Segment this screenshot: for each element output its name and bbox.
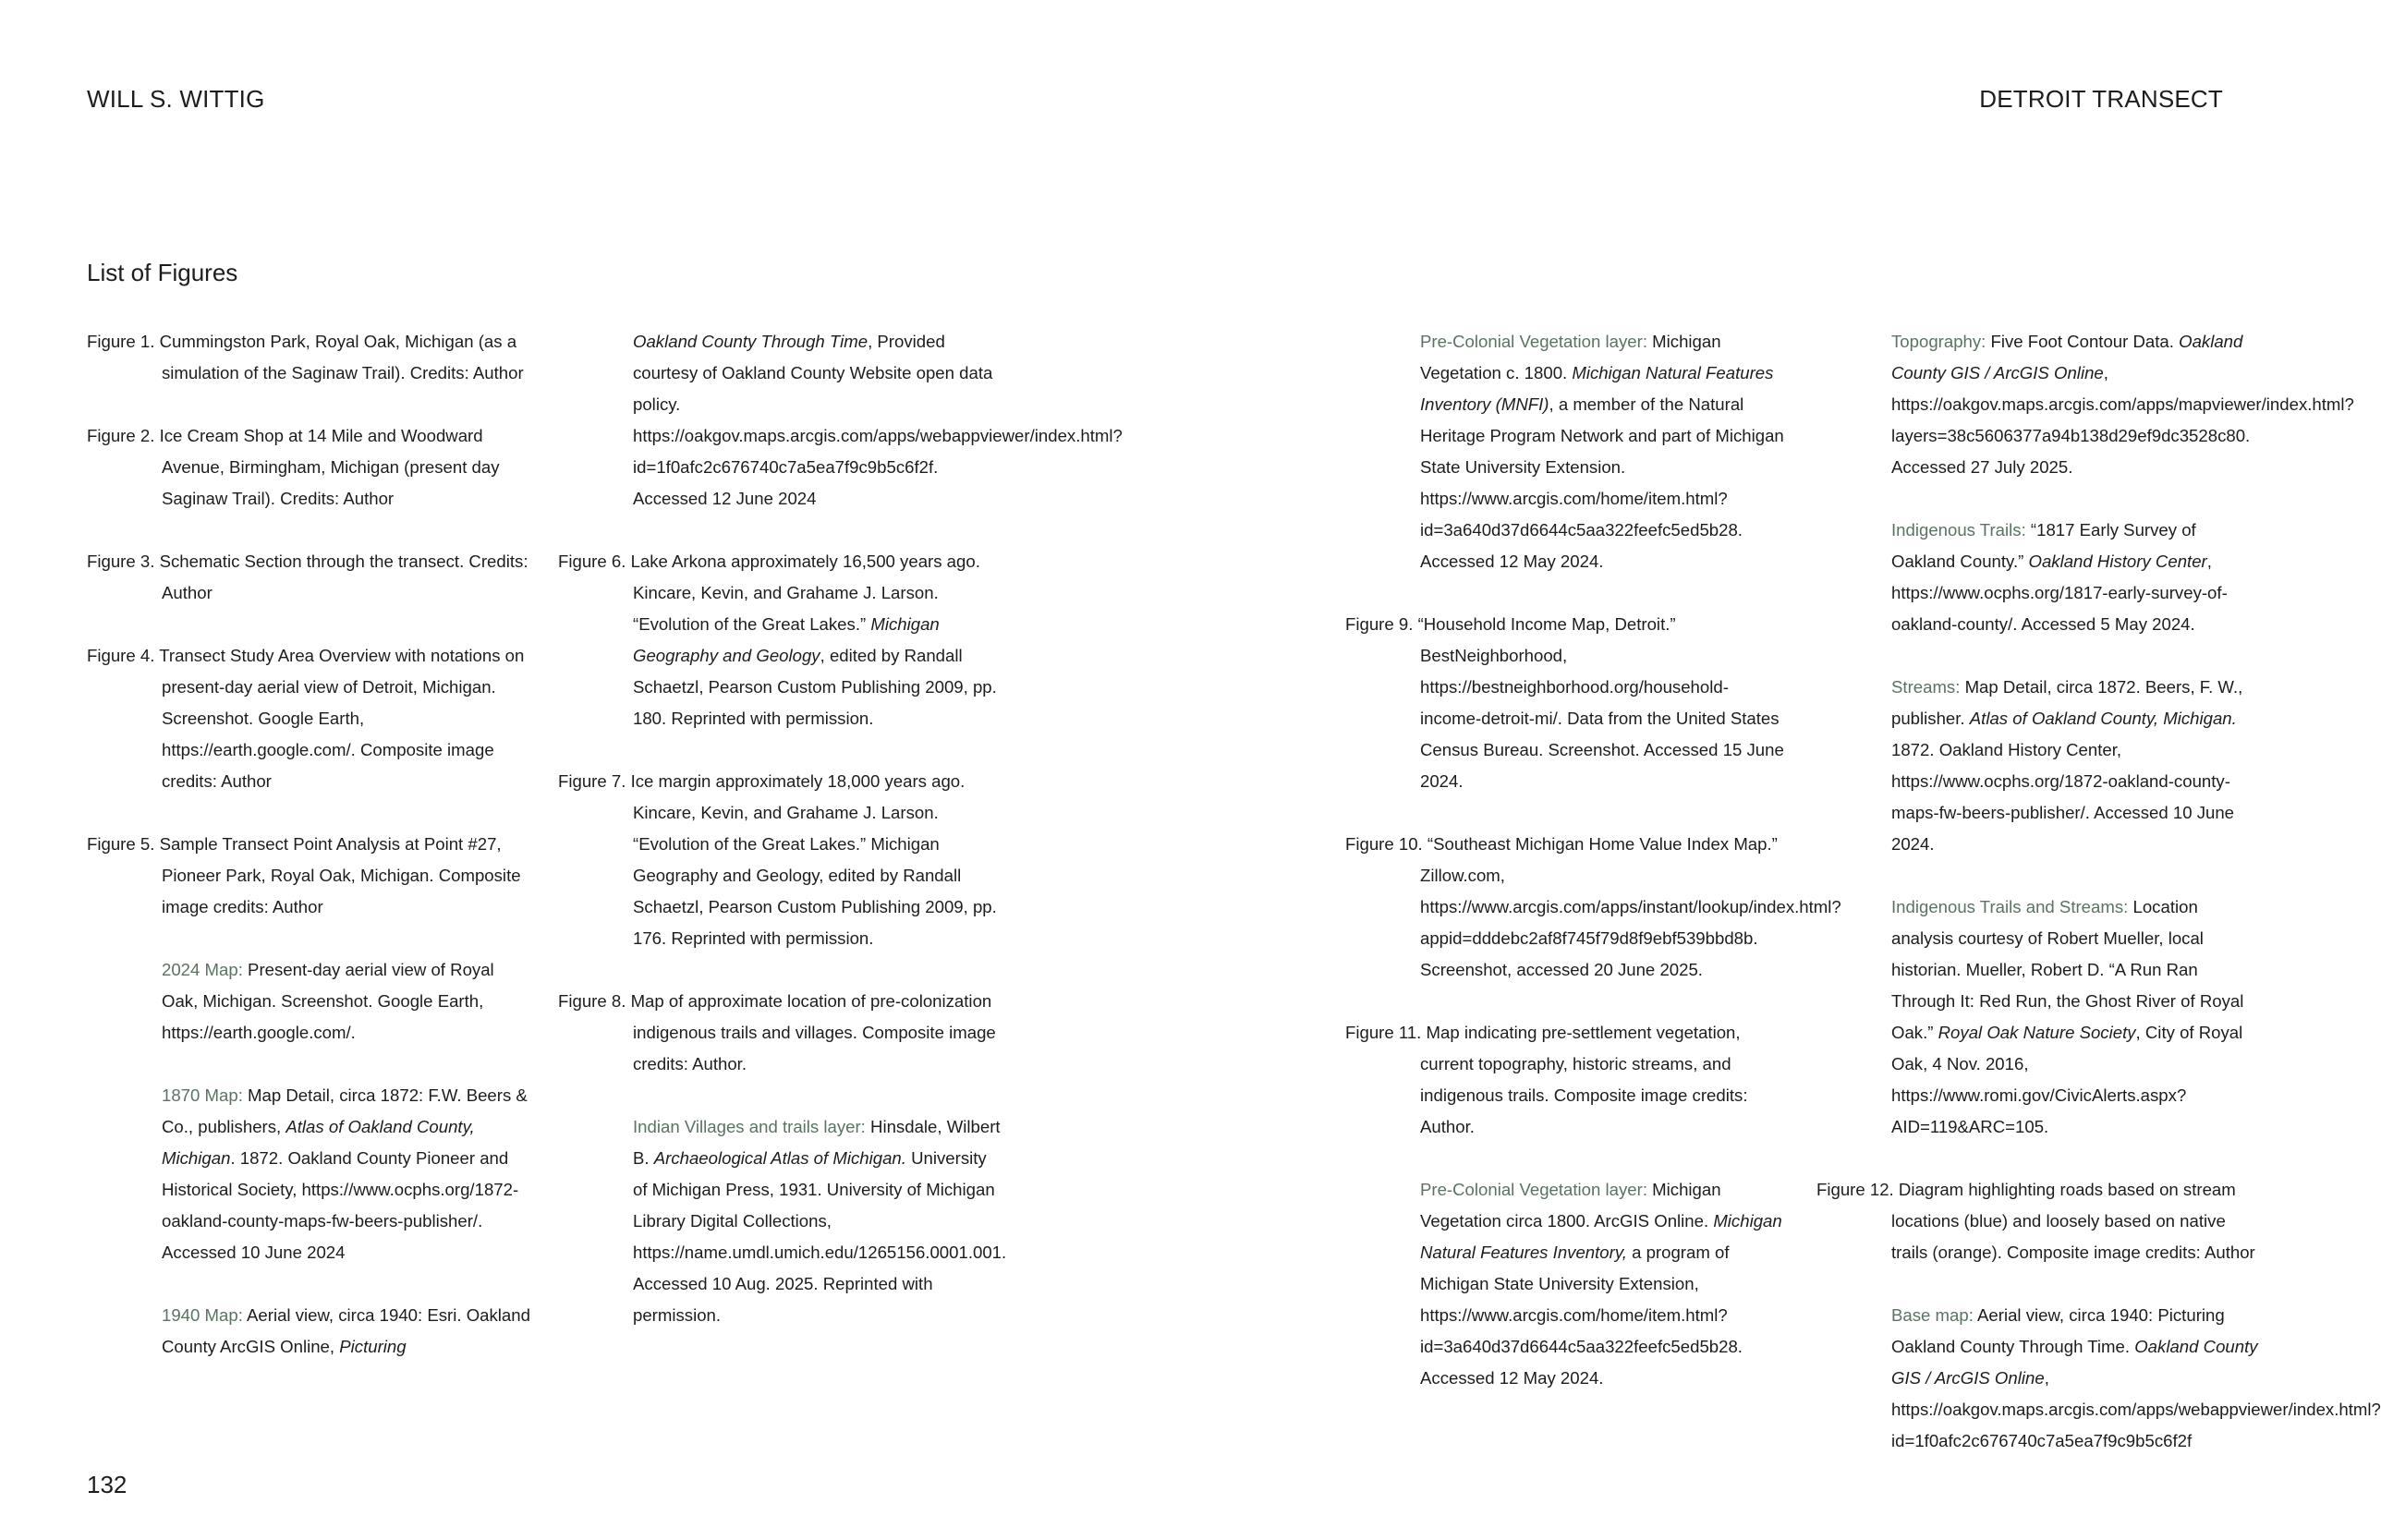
source-italic-title: Atlas of Oakland County, Michigan (162, 1117, 475, 1168)
figure-label: Figure 9. (1345, 614, 1414, 634)
source-1940-map-continued (558, 326, 1123, 515)
source-label: Indian Villages and trails layer: (633, 1117, 866, 1136)
section-title: List of Figures (87, 259, 238, 286)
source-indian-villages-layer (558, 1111, 1007, 1331)
source-text: Map Detail, circa 1872. Beers, F. W., publisher. (1891, 677, 2243, 728)
figure-caption-rest: , edited by Randall Schaetzl, Pearson Custom Publishing 2009, pp. 180. Reprinted with permission. (633, 646, 997, 728)
figure-caption: Ice margin approximately 18,000 years ago. Kincare, Kevin, and Grahame J. Larson. “Evolution of the Great Lakes.” Michigan Geography and Geology, edited by Randall Schaetzl, Pearson Custom Publishing 2009, pp. 176. Reprinted with permission. (630, 771, 997, 948)
figure-label: Figure 11. (1345, 1023, 1422, 1042)
source-label: Indigenous Trails: (1891, 520, 2026, 540)
figure-list-column-1 (87, 326, 530, 1394)
source-indigenous-trails (1816, 515, 2260, 640)
figure-label: Figure 7. (558, 771, 626, 791)
figure-list-column-2 (558, 326, 1123, 1363)
source-2024-map (87, 954, 530, 1049)
source-italic-title: Michigan Natural Features Inventory, (1420, 1211, 1782, 1262)
figure-entry-11 (1345, 1017, 1789, 1143)
source-text: Five Foot Contour Data. (1986, 332, 2180, 351)
running-header-title: DETROIT TRANSECT (1979, 85, 2223, 113)
source-text-rest: , https://www.ocphs.org/1817-early-survey-of-oakland-county/. Accessed 5 May 2024. (1891, 552, 2228, 634)
running-header-author: WILL S. WITTIG (87, 85, 265, 113)
figure-entry-5 (87, 829, 530, 923)
figure-label: Figure 5. (87, 834, 155, 854)
source-label: 1940 Map: (162, 1305, 243, 1325)
figure-entry-7 (558, 766, 1002, 954)
source-italic-title: Oakland County GIS / ArcGIS Online (1891, 332, 2243, 382)
figure-caption: Transect Study Area Overview with notations on present-day aerial view of Detroit, Michigan. Screenshot. Google Earth, https://earth.google.com/. Composite image credits: Author (159, 646, 525, 791)
figure-entry-3 (87, 546, 530, 609)
figure-caption: Lake Arkona approximately 16,500 years ago. Kincare, Kevin, and Grahame J. Larson. “Evolution of the Great Lakes.” (630, 552, 980, 634)
figure-caption: Map indicating pre-settlement vegetation, current topography, historic streams, and indigenous trails. Composite image credits: Author. (1420, 1023, 1748, 1136)
figure-caption: Sample Transect Point Analysis at Point #27, Pioneer Park, Royal Oak, Michigan. Composite image credits: Author (159, 834, 521, 916)
figure-entry-12 (1816, 1174, 2260, 1268)
source-topography (1816, 326, 2354, 483)
source-text-rest: , https://oakgov.maps.arcgis.com/apps/webappviewer/index.html?id=1f0afc2c676740c7a5ea7f9c9b5c6f2f (1891, 1368, 2381, 1450)
figure-caption: “Southeast Michigan Home Value Index Map.” Zillow.com, https://www.arcgis.com/apps/instant/lookup/index.html?appid=dddebc2af8f745f79d8f9ebf539bbd8b. Screenshot, accessed 20 June 2025. (1420, 834, 1841, 979)
source-base-map (1816, 1300, 2381, 1457)
source-italic-title: Oakland History Center (2028, 552, 2207, 571)
source-text: “1817 Early Survey of Oakland County.” (1891, 520, 2196, 571)
source-italic-title: Oakland County GIS / ArcGIS Online (1891, 1337, 2258, 1388)
source-pre-colonial-vegetation-2 (1345, 1174, 1789, 1394)
figure-entry-6 (558, 546, 1002, 734)
source-text-rest: . 1872. Oakland County Pioneer and Historical Society, https://www.ocphs.org/1872-oakland-county-maps-fw-beers-publisher/. Accessed 10 June 2024 (162, 1148, 519, 1262)
source-label: 2024 Map: (162, 960, 243, 979)
figure-label: Figure 1. (87, 332, 155, 351)
figure-entry-10 (1345, 829, 1841, 986)
source-italic-title: Royal Oak Nature Society (1938, 1023, 2136, 1042)
figure-caption: Ice Cream Shop at 14 Mile and Woodward Avenue, Birmingham, Michigan (present day Saginaw Trail). Credits: Author (159, 426, 500, 508)
figure-label: Figure 3. (87, 552, 155, 571)
figure-entry-9 (1345, 609, 1789, 797)
source-label: Pre-Colonial Vegetation layer: (1420, 1180, 1647, 1199)
source-italic-title: Michigan Natural Features Inventory (MNFI) (1420, 363, 1774, 414)
source-indigenous-trails-and-streams (1816, 891, 2260, 1143)
source-1940-map (87, 1300, 530, 1363)
source-text-rest: 1872. Oakland History Center, https://www.ocphs.org/1872-oakland-county-maps-fw-beers-publisher/. Accessed 10 June 2024. (1891, 740, 2235, 854)
figure-entry-4 (87, 640, 530, 797)
source-text-rest: , City of Royal Oak, 4 Nov. 2016, https://www.romi.gov/CivicAlerts.aspx?AID=119&ARC=105. (1891, 1023, 2243, 1136)
source-text: Michigan Vegetation c. 1800. (1420, 332, 1721, 382)
source-text-rest: a program of Michigan State University Extension, https://www.arcgis.com/home/item.html?id=3a640d37d6644c5aa322feefc5ed5b28. Accessed 12 May 2024. (1420, 1243, 1743, 1388)
source-streams (1816, 672, 2260, 860)
source-text: , Provided courtesy of Oakland County Website open data policy. https://oakgov.maps.arcgis.com/apps/webappviewer/index.html?id=1f0afc2c676740c7a5ea7f9c9b5c6f2f. Accessed 12 June 2024 (633, 332, 1123, 508)
figure-label: Figure 2. (87, 426, 155, 445)
source-text: Aerial view, circa 1940: Picturing Oakland County Through Time. (1891, 1305, 2225, 1356)
figure-caption: Map of approximate location of pre-colonization indigenous trails and villages. Composite image credits: Author. (630, 991, 996, 1073)
figure-label: Figure 8. (558, 991, 626, 1011)
source-text: Present-day aerial view of Royal Oak, Michigan. Screenshot. Google Earth, https://earth.google.com/. (162, 960, 494, 1042)
source-label: Topography: (1891, 332, 1986, 351)
source-text: Michigan Vegetation circa 1800. ArcGIS Online. (1420, 1180, 1721, 1231)
figure-entry-1 (87, 326, 530, 389)
source-1870-map (87, 1080, 530, 1268)
source-text-rest: University of Michigan Press, 1931. University of Michigan Library Digital Collections, https://name.umdl.umich.edu/1265156.0001.001. Accessed 10 Aug. 2025. Reprinted with permission. (633, 1148, 1007, 1325)
figure-caption: Diagram highlighting roads based on stream locations (blue) and loosely based on native trails (orange). Composite image credits: Author (1891, 1180, 2255, 1262)
source-label: Pre-Colonial Vegetation layer: (1420, 332, 1647, 351)
figure-entry-2 (87, 420, 530, 515)
figure-list-column-3 (1345, 326, 1841, 1425)
source-italic-title: Atlas of Oakland County, Michigan. (1969, 709, 2237, 728)
source-text: Location analysis courtesy of Robert Mueller, local historian. Mueller, Robert D. “A Run Ran Through It: Red Run, the Ghost River of Royal Oak.” (1891, 897, 2244, 1042)
figure-label: Figure 6. (558, 552, 626, 571)
source-pre-colonial-vegetation-1 (1345, 326, 1789, 577)
source-label: Base map: (1891, 1305, 1974, 1325)
figure-caption: “Household Income Map, Detroit.” BestNeighborhood, https://bestneighborhood.org/household-income-detroit-mi/. Data from the United States Census Bureau. Screenshot. Accessed 15 June 2024. (1417, 614, 1784, 791)
page-number: 132 (87, 1471, 128, 1498)
figure-entry-8 (558, 986, 1002, 1080)
source-label: 1870 Map: (162, 1085, 243, 1105)
figure-label: Figure 10. (1345, 834, 1423, 854)
figure-caption: Schematic Section through the transect. Credits: Author (159, 552, 528, 602)
figure-label: Figure 12. (1816, 1180, 1894, 1199)
source-text: Aerial view, circa 1940: Esri. Oakland County ArcGIS Online, (162, 1305, 530, 1356)
source-label: Streams: (1891, 677, 1961, 697)
figure-italic-title: Michigan Geography and Geology (633, 614, 940, 665)
source-label: Indigenous Trails and Streams: (1891, 897, 2129, 916)
source-text: Hinsdale, Wilbert B. (633, 1117, 1001, 1168)
source-italic-title: Oakland County Through Time (633, 332, 869, 351)
source-text: Map Detail, circa 1872: F.W. Beers & Co., publishers, (162, 1085, 528, 1136)
source-italic-title: Archaeological Atlas of Michigan. (653, 1148, 906, 1168)
source-text-rest: , a member of the Natural Heritage Program Network and part of Michigan State University Extension. https://www.arcgis.com/home/item.html?id=3a640d37d6644c5aa322feefc5ed5b28. Accessed 12 May 2024. (1420, 394, 1784, 571)
figure-list-column-4 (1816, 326, 2381, 1488)
figure-caption: Cummingston Park, Royal Oak, Michigan (as a simulation of the Saginaw Trail). Credits: Author (159, 332, 524, 382)
figure-label: Figure 4. (87, 646, 155, 665)
source-italic-title: Picturing (339, 1337, 407, 1356)
source-text-rest: , https://oakgov.maps.arcgis.com/apps/mapviewer/index.html?layers=38c5606377a94b138d29ef9dc3528c80. Accessed 27 July 2025. (1891, 363, 2354, 477)
